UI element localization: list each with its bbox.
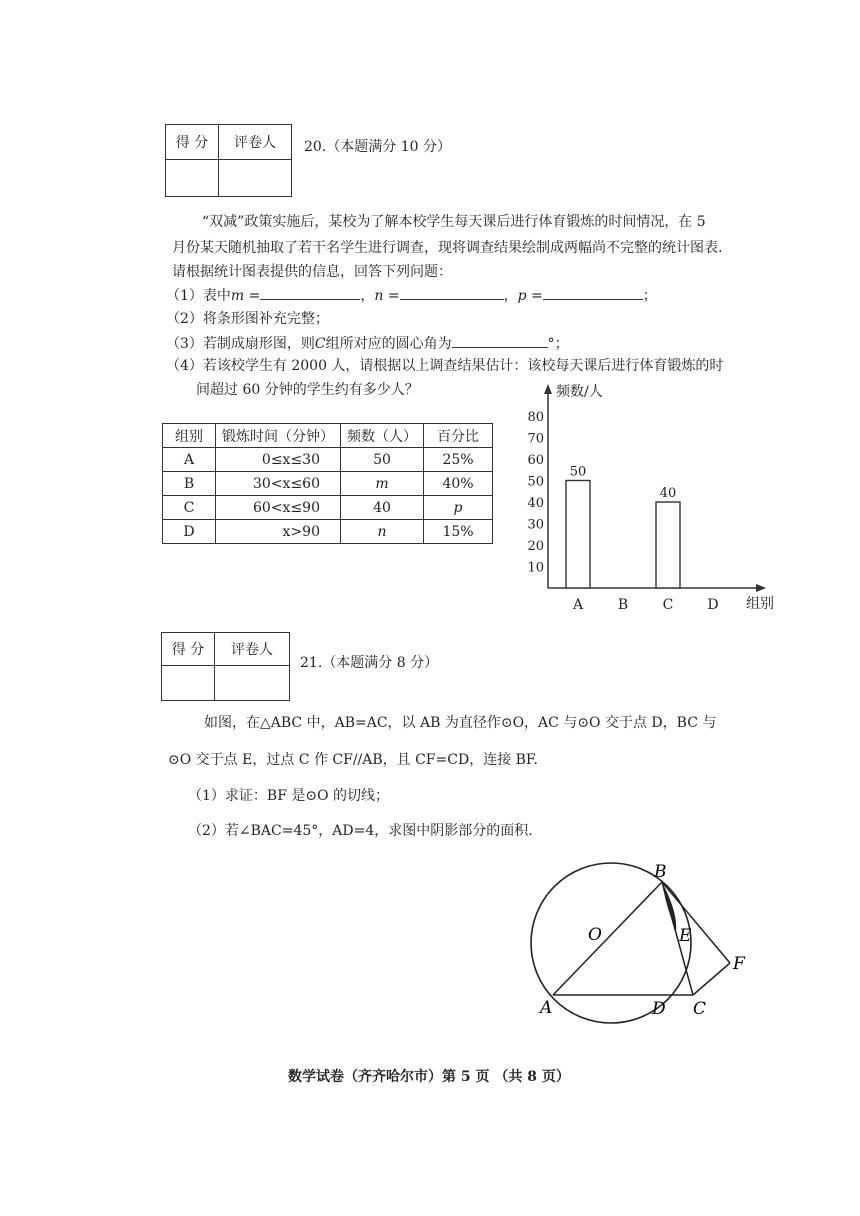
- q20-score-box: [165, 124, 292, 197]
- table-header: 组别: [163, 424, 216, 448]
- bar: [566, 481, 590, 589]
- table-header-row: [163, 424, 493, 448]
- table-cell: B: [163, 472, 216, 496]
- table-cell: A: [163, 448, 216, 472]
- q20-intro-line-1: “双减”政策实施后，某校为了解本校学生每天课后进行体育锻炼的时间情况，在 5: [202, 214, 706, 230]
- table-cell: 15%: [424, 520, 493, 544]
- table-row: [163, 496, 493, 520]
- blank-n[interactable]: [400, 285, 504, 300]
- var-n: n: [374, 288, 384, 304]
- q20-intro-line-3: 请根据统计图表提供的信息，回答下列问题：: [172, 264, 452, 280]
- var-m: m: [230, 288, 245, 304]
- blank-p[interactable]: [543, 285, 643, 300]
- label-f: F: [733, 954, 745, 974]
- table-cell: p: [424, 496, 493, 520]
- x-tick-label: D: [707, 597, 719, 613]
- label-c: C: [693, 999, 707, 1019]
- y-tick-label: 30: [527, 517, 544, 533]
- y-tick-label: 20: [527, 539, 544, 554]
- score-cell[interactable]: [162, 666, 215, 701]
- bar-data-label: 40: [659, 486, 677, 501]
- table-header: 锻炼时间（分钟）: [216, 424, 341, 448]
- y-axis-arrow: [544, 384, 552, 394]
- table-cell: m: [341, 472, 424, 496]
- x-tick-label: C: [662, 597, 674, 613]
- q21-question-2: （2）若∠BAC=45°，AD=4，求图中阴影部分的面积.: [188, 823, 533, 839]
- q21-question-1: （1）求证：BF 是⊙O 的切线；: [188, 788, 390, 804]
- bar: [656, 502, 680, 588]
- table-cell: x>90: [216, 520, 341, 544]
- table-row: [163, 520, 493, 544]
- table-cell: C: [163, 496, 216, 520]
- frequency-table: [162, 423, 493, 544]
- q21-score-box: [161, 632, 290, 701]
- q21-text-line-2: ⊙O 交于点 E，过点 C 作 CF//AB，且 CF=CD，连接 BF.: [168, 752, 538, 768]
- segment-bf: [662, 882, 730, 963]
- y-tick-label: 70: [527, 431, 544, 447]
- table-cell: 40: [341, 496, 424, 520]
- grader-cell[interactable]: [219, 160, 292, 197]
- frequency-bar-chart: [520, 378, 790, 618]
- label-e: E: [679, 926, 692, 946]
- table-header: 百分比: [424, 424, 493, 448]
- blank-angle[interactable]: [452, 333, 548, 348]
- q20-part-2: （2）将条形图补充完整；: [166, 311, 329, 327]
- y-tick-label: 50: [527, 474, 544, 490]
- table-row: [163, 448, 493, 472]
- x-axis-arrow: [756, 584, 766, 592]
- q21-title: 21.（本题满分 8 分）: [300, 655, 439, 671]
- x-tick-label: A: [572, 597, 584, 613]
- q20-title: 20.（本题满分 10 分）: [304, 139, 451, 155]
- y-tick-label: 10: [527, 560, 544, 576]
- q20-part-1: （1）表中m = ，n = ，p = ；: [166, 285, 657, 306]
- score-label: 得 分: [162, 633, 215, 666]
- table-cell: 50: [341, 448, 424, 472]
- score-label: 得 分: [166, 125, 219, 160]
- x-axis-label: 组别: [746, 596, 774, 612]
- table-row: [163, 472, 493, 496]
- table-cell: 25%: [424, 448, 493, 472]
- table-header: 频数（人）: [341, 424, 424, 448]
- label-a: A: [540, 998, 553, 1018]
- label-b: B: [654, 862, 667, 882]
- y-tick-label: 40: [527, 496, 544, 511]
- label-d: D: [652, 999, 666, 1019]
- grader-label: 评卷人: [219, 125, 292, 160]
- var-p: p: [517, 288, 527, 304]
- y-axis-label: 频数/人: [556, 384, 603, 400]
- q20-part-3: （3）若制成扇形图，则C组所对应的圆心角为 °；: [166, 333, 569, 354]
- table-cell: D: [163, 520, 216, 544]
- table-cell: 40%: [424, 472, 493, 496]
- y-tick-label: 60: [527, 453, 544, 468]
- bar-data-label: 50: [569, 464, 587, 480]
- score-cell[interactable]: [166, 160, 219, 197]
- table-cell: 0≤x≤30: [216, 448, 341, 472]
- grader-label: 评卷人: [215, 633, 290, 666]
- segment-cf: [693, 963, 730, 995]
- q20-part-4-line-2: 间超过 60 分钟的学生约有多少人？: [196, 382, 419, 398]
- grader-cell[interactable]: [215, 666, 290, 701]
- q20-intro-line-2: 月份某天随机抽取了若干名学生进行调查，现将调查结果绘制成两幅尚不完整的统计图表.: [172, 240, 723, 256]
- q20-part-4-line-1: （4）若该校学生有 2000 人，请根据以上调查结果估计：该校每天课后进行体育锻炼的时: [166, 358, 724, 374]
- table-cell: n: [341, 520, 424, 544]
- blank-m[interactable]: [260, 285, 360, 300]
- table-cell: 30<x≤60: [216, 472, 341, 496]
- y-tick-label: 80: [527, 410, 544, 425]
- page-footer: 数学试卷（齐齐哈尔市）第 5 页 （共 8 页）: [288, 1069, 570, 1085]
- label-o: O: [588, 925, 602, 945]
- table-cell: 60<x≤90: [216, 496, 341, 520]
- x-tick-label: B: [617, 597, 629, 613]
- segment-ab: [553, 882, 662, 995]
- q21-text-line-1: 如图，在△ABC 中，AB=AC，以 AB 为直径作⊙O，AC 与⊙O 交于点 D，BC 与: [204, 715, 717, 731]
- geometry-diagram: [520, 855, 760, 1025]
